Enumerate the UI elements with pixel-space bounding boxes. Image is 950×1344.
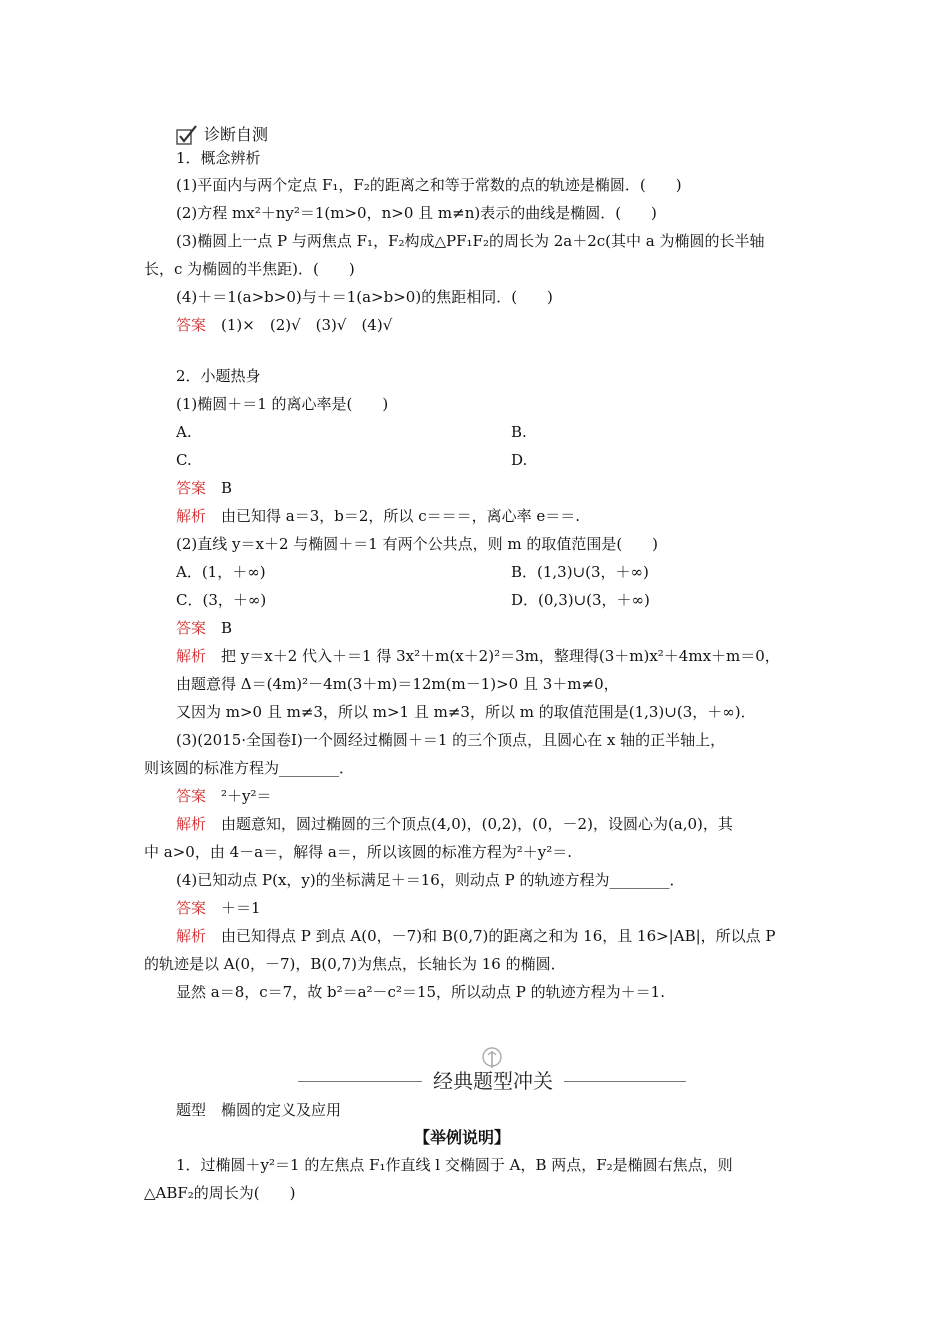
option-b: B. [511,423,527,441]
analysis-2-1: 解析 由已知得 a＝3，b＝2，所以 c＝＝＝，离心率 e＝＝. [176,507,581,525]
option-d: D. [511,451,528,469]
item-1-3-cont: 长，c 为椭圆的半焦距)．( ) [144,260,355,278]
answer-2-2: 答案 B [176,619,233,637]
analysis-2-3-cont: 中 a>0，由 4－a＝，解得 a＝，所以该圆的标准方程为²＋y²＝. [144,843,573,861]
banner-title: 经典题型冲关 [433,1069,553,1093]
analysis-2-4: 解析 由已知得点 P 到点 A(0，－7)和 B(0,7)的距离之和为 16，且 16>|AB|，所以点 P [176,927,776,945]
check-icon [176,125,198,145]
answer-2-4: 答案 ＋＝1 [176,899,261,917]
banner-rule-left [298,1081,422,1082]
answer-2-1: 答案 B [176,479,233,497]
question-2-3-cont: 则该圆的标准方程为________． [144,759,355,777]
option-b: B．(1,3)∪(3，＋∞) [511,563,649,581]
item-1-4: (4)＋＝1(a>b>0)与＋＝1(a>b>0)的焦距相同．( ) [176,288,553,306]
option-c: C. [176,451,192,469]
answer-label: 答案 [176,316,207,334]
option-a: A．(1，＋∞) [176,563,266,581]
section-banner [298,1045,686,1095]
topic-heading: 题型 椭圆的定义及应用 [176,1101,342,1119]
item-1-3: (3)椭圆上一点 P 与两焦点 F₁，F₂构成△PF₁F₂的周长为 2a＋2c(其中 a 为椭圆的长半轴 [176,232,765,250]
answer-2-3: 答案 ²＋y²＝ [176,787,272,805]
item-1-1: (1)平面内与两个定点 F₁，F₂的距离之和等于常数的点的轨迹是椭圆．( ) [176,176,682,194]
banner-rule-right [564,1081,686,1082]
analysis-2-2-cont2: 又因为 m>0 且 m≠3，所以 m>1 且 m≠3，所以 m 的取值范围是(1,3)∪(3，＋∞)． [176,703,756,721]
analysis-2-2: 解析 把 y＝x＋2 代入＋＝1 得 3x²＋m(x＋2)²＝3m，整理得(3＋m)x²＋4mx＋m＝0， [176,647,780,665]
answer-1: 答案 (1)× (2)√ (3)√ (4)√ [176,316,393,334]
question-2-3: (3)(2015·全国卷Ⅰ)一个圆经过椭圆＋＝1 的三个顶点，且圆心在 x 轴的正半轴上， [176,731,726,749]
analysis-2-2-cont: 由题意得 Δ＝(4m)²－4m(3＋m)＝12m(m－1)>0 且 3＋m≠0， [176,675,619,693]
item-1-2: (2)方程 mx²＋ny²＝1(m>0，n>0 且 m≠n)表示的曲线是椭圆．( ) [176,204,657,222]
question-2-4: (4)已知动点 P(x，y)的坐标满足＋＝16，则动点 P 的轨迹方程为________． [176,871,685,889]
question-2-1: (1)椭圆＋＝1 的离心率是( ) [176,395,389,413]
analysis-2-4-cont2: 显然 a＝8，c＝7，故 b²＝a²－c²＝15，所以动点 P 的轨迹方程为＋＝1. [176,983,665,1001]
example-1: 1．过椭圆＋y²＝1 的左焦点 F₁作直线 l 交椭圆于 A，B 两点，F₂是椭圆右焦点，则 [176,1156,733,1174]
analysis-2-3: 解析 由题意知，圆过椭圆的三个顶点(4,0)，(0,2)，(0，－2)，设圆心为(a,0)，其 [176,815,733,833]
option-a: A. [176,423,192,441]
example-heading: 【举例说明】 [414,1128,511,1147]
heading-warmup: 2．小题热身 [176,367,261,385]
analysis-2-4-cont: 的轨迹是以 A(0，－7)，B(0,7)为焦点，长轴长为 16 的椭圆． [144,955,566,973]
option-d: D．(0,3)∪(3，＋∞) [511,591,650,609]
question-2-2: (2)直线 y＝x＋2 与椭圆＋＝1 有两个公共点，则 m 的取值范围是( ) [176,535,659,553]
heading-concept: 1．概念辨析 [176,149,261,167]
section-title: 诊断自测 [204,125,269,144]
example-1-cont: △ABF₂的周长为( ) [144,1184,296,1202]
option-c: C．(3，＋∞) [176,591,267,609]
